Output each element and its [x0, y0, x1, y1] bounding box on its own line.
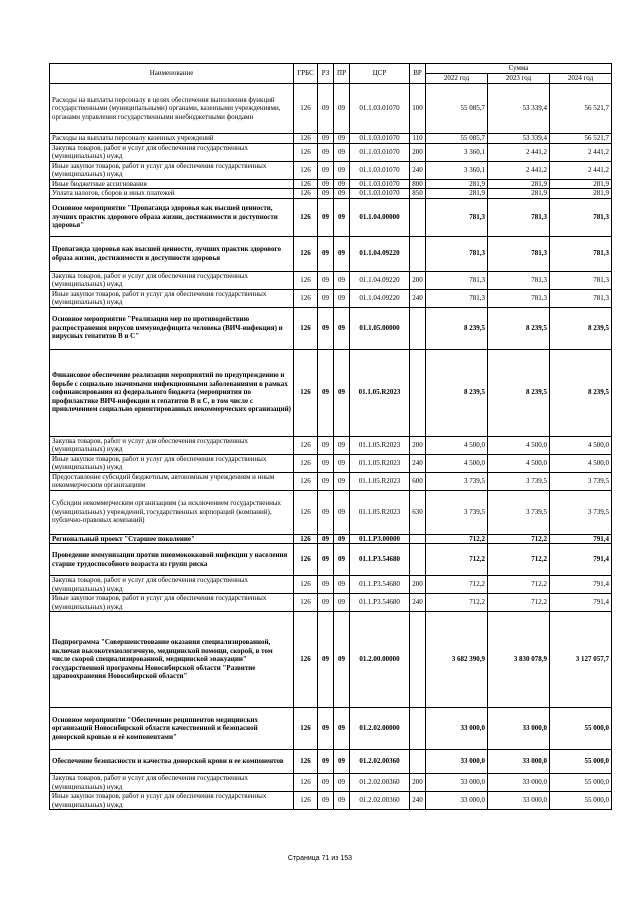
row-name: Уплата налогов, сборов и иных платежей — [50, 189, 294, 199]
row-csr: 01.1.05.R2023 — [350, 436, 410, 454]
row-amount-2022: 3 739,5 — [426, 472, 488, 490]
row-amount-2023: 281,9 — [488, 189, 550, 199]
table-row — [50, 161, 612, 179]
table-row — [50, 271, 612, 289]
row-name: Основное мероприятие "Обеспечение реципиентов медицинских организаций Новосибирской области качественной и безопасной донорской кровью и её компонентами" — [50, 708, 294, 750]
row-name: Субсидии некоммерческим организациям (за исключением государственных (муниципальных) учреждений, государственных корпораций (компаний), публично-правовых компаний) — [50, 490, 294, 534]
row-amount-2022: 3 360,1 — [426, 143, 488, 161]
row-name: Закупка товаров, работ и услуг для обеспечения государственных (муниципальных) нужд — [50, 436, 294, 454]
row-vr: 850 — [410, 189, 426, 199]
row-csr: 01.1.03.01070 — [350, 84, 410, 134]
row-amount-2022: 55 085,7 — [426, 134, 488, 144]
row-name: Предоставление субсидий бюджетным, автономным учреждениям и иным некоммерческим организациям — [50, 472, 294, 490]
row-csr: 01.1.P3.54680 — [350, 594, 410, 612]
row-amount-2023: 712,2 — [488, 534, 550, 544]
row-rz: 09 — [318, 792, 334, 810]
table-row — [50, 750, 612, 774]
row-name: Основное мероприятие "Реализация мер по противодействию распространения вирусов иммунодефицита человека (ВИЧ-инфекция) и вирусных гепатитов В и С" — [50, 307, 294, 349]
table-row — [50, 534, 612, 544]
header-year-2022: 2022 год — [426, 74, 488, 84]
row-csr: 01.1.04.00000 — [350, 198, 410, 236]
row-amount-2024: 4 500,0 — [550, 436, 612, 454]
row-rz: 09 — [318, 307, 334, 349]
row-csr: 01.1.05.R2023 — [350, 349, 410, 436]
row-amount-2024: 281,9 — [550, 189, 612, 199]
row-grbs: 126 — [294, 612, 318, 708]
row-csr: 01.1.P3.00000 — [350, 534, 410, 544]
row-amount-2024: 55 000,0 — [550, 774, 612, 792]
row-vr: 200 — [410, 576, 426, 594]
row-amount-2023: 712,2 — [488, 576, 550, 594]
table-row — [50, 189, 612, 199]
row-pr: 09 — [334, 544, 350, 576]
row-vr: 200 — [410, 774, 426, 792]
row-amount-2023: 712,2 — [488, 544, 550, 576]
row-rz: 09 — [318, 143, 334, 161]
row-pr: 09 — [334, 472, 350, 490]
table-row — [50, 179, 612, 189]
table-row — [50, 792, 612, 810]
row-amount-2024: 781,3 — [550, 271, 612, 289]
row-csr: 01.1.03.01070 — [350, 179, 410, 189]
row-amount-2022: 8 239,5 — [426, 349, 488, 436]
row-rz: 09 — [318, 594, 334, 612]
row-name: Иные закупки товаров, работ и услуг для обеспечения государственных (муниципальных) нужд — [50, 289, 294, 307]
row-csr: 01.1.04.09220 — [350, 271, 410, 289]
row-grbs: 126 — [294, 544, 318, 576]
row-amount-2023: 4 500,0 — [488, 436, 550, 454]
header-csr: ЦСР — [350, 64, 410, 84]
row-amount-2024: 56 521,7 — [550, 134, 612, 144]
row-vr — [410, 349, 426, 436]
row-name: Расходы на выплаты персоналу в целях обеспечения выполнения функций государственными (муниципальными) органами, казенными учреждениями, органами управления государственными внебюджетными фондами — [50, 84, 294, 134]
row-name: Иные бюджетные ассигнования — [50, 179, 294, 189]
row-amount-2023: 4 500,0 — [488, 454, 550, 472]
row-pr: 09 — [334, 349, 350, 436]
row-name: Основное мероприятие "Пропаганда здоровья как высшей ценности, лучших практик здорового образа жизни, достижимости и доступности здоровья" — [50, 198, 294, 236]
row-amount-2023: 781,3 — [488, 198, 550, 236]
row-rz: 09 — [318, 576, 334, 594]
row-pr: 09 — [334, 454, 350, 472]
table-row — [50, 84, 612, 134]
row-csr: 01.1.P3.54680 — [350, 544, 410, 576]
header-year-2023: 2023 год — [488, 74, 550, 84]
row-amount-2022: 4 500,0 — [426, 454, 488, 472]
row-name: Расходы на выплаты персоналу казенных учреждений — [50, 134, 294, 144]
row-grbs: 126 — [294, 179, 318, 189]
table-row — [50, 436, 612, 454]
row-amount-2022: 8 239,5 — [426, 307, 488, 349]
row-pr: 09 — [334, 236, 350, 271]
row-amount-2022: 3 739,5 — [426, 490, 488, 534]
row-vr: 240 — [410, 289, 426, 307]
row-pr: 09 — [334, 143, 350, 161]
row-amount-2024: 3 739,5 — [550, 490, 612, 534]
row-amount-2022: 33 000,0 — [426, 708, 488, 750]
table-row — [50, 708, 612, 750]
row-grbs: 126 — [294, 490, 318, 534]
table-body — [50, 84, 612, 810]
row-amount-2022: 781,3 — [426, 198, 488, 236]
row-amount-2024: 2 441,2 — [550, 161, 612, 179]
row-vr — [410, 307, 426, 349]
row-amount-2024: 3 739,5 — [550, 472, 612, 490]
row-grbs: 126 — [294, 236, 318, 271]
row-vr: 100 — [410, 84, 426, 134]
row-rz: 09 — [318, 134, 334, 144]
row-amount-2023: 33 000,0 — [488, 792, 550, 810]
row-amount-2023: 781,3 — [488, 289, 550, 307]
row-name: Иные закупки товаров, работ и услуг для обеспечения государственных (муниципальных) нужд — [50, 454, 294, 472]
row-pr: 09 — [334, 490, 350, 534]
row-rz: 09 — [318, 454, 334, 472]
row-vr: 200 — [410, 271, 426, 289]
row-rz: 09 — [318, 534, 334, 544]
row-amount-2023: 33 000,0 — [488, 774, 550, 792]
row-grbs: 126 — [294, 84, 318, 134]
row-csr: 01.1.03.01070 — [350, 134, 410, 144]
row-grbs: 126 — [294, 454, 318, 472]
row-pr: 09 — [334, 708, 350, 750]
row-grbs: 126 — [294, 750, 318, 774]
row-name: Проведение иммунизации против пневмококковой инфекции у населения старше трудоспособного возраста из групп риска — [50, 544, 294, 576]
row-vr: 800 — [410, 179, 426, 189]
row-name: Региональный проект "Старшее поколение" — [50, 534, 294, 544]
table-row — [50, 774, 612, 792]
row-rz: 09 — [318, 179, 334, 189]
row-amount-2023: 281,9 — [488, 179, 550, 189]
row-pr: 09 — [334, 271, 350, 289]
row-amount-2024: 781,3 — [550, 289, 612, 307]
row-amount-2024: 56 521,7 — [550, 84, 612, 134]
row-amount-2023: 712,2 — [488, 594, 550, 612]
row-pr: 09 — [334, 189, 350, 199]
row-csr: 01.1.05.R2023 — [350, 472, 410, 490]
row-rz: 09 — [318, 612, 334, 708]
row-amount-2024: 3 127 057,7 — [550, 612, 612, 708]
row-vr: 630 — [410, 490, 426, 534]
row-amount-2023: 3 739,5 — [488, 490, 550, 534]
row-name: Закупка товаров, работ и услуг для обеспечения государственных (муниципальных) нужд — [50, 143, 294, 161]
row-amount-2022: 712,2 — [426, 544, 488, 576]
header-vr: ВР — [410, 64, 426, 84]
row-rz: 09 — [318, 189, 334, 199]
row-amount-2022: 712,2 — [426, 594, 488, 612]
row-grbs: 126 — [294, 436, 318, 454]
row-rz: 09 — [318, 708, 334, 750]
row-grbs: 126 — [294, 161, 318, 179]
row-pr: 09 — [334, 576, 350, 594]
row-rz: 09 — [318, 436, 334, 454]
table-row — [50, 576, 612, 594]
row-name: Обеспечение безопасности и качества донорской крови и ее компонентов — [50, 750, 294, 774]
row-rz: 09 — [318, 289, 334, 307]
row-grbs: 126 — [294, 271, 318, 289]
row-amount-2024: 791,4 — [550, 544, 612, 576]
row-csr: 01.2.02.00360 — [350, 774, 410, 792]
row-amount-2024: 55 000,0 — [550, 750, 612, 774]
row-vr — [410, 708, 426, 750]
page-number: Страница 71 из 153 — [287, 855, 353, 862]
row-rz: 09 — [318, 271, 334, 289]
row-csr: 01.2.02.00360 — [350, 792, 410, 810]
row-grbs: 126 — [294, 792, 318, 810]
row-rz: 09 — [318, 472, 334, 490]
header-sum: Сумма — [426, 64, 612, 74]
row-pr: 09 — [334, 750, 350, 774]
row-csr: 01.1.04.09220 — [350, 236, 410, 271]
row-name: Иные закупки товаров, работ и услуг для обеспечения государственных (муниципальных) нужд — [50, 792, 294, 810]
row-pr: 09 — [334, 161, 350, 179]
row-amount-2022: 3 360,1 — [426, 161, 488, 179]
row-grbs: 126 — [294, 143, 318, 161]
table-row — [50, 490, 612, 534]
row-name: Пропаганда здоровья как высшей ценности, лучших практик здорового образа жизни, достижимости и доступности здоровья — [50, 236, 294, 271]
row-name: Закупка товаров, работ и услуг для обеспечения государственных (муниципальных) нужд — [50, 774, 294, 792]
row-grbs: 126 — [294, 198, 318, 236]
row-rz: 09 — [318, 198, 334, 236]
row-amount-2022: 781,3 — [426, 236, 488, 271]
row-amount-2023: 33 000,0 — [488, 750, 550, 774]
header-name: Наименование — [50, 64, 294, 84]
row-amount-2024: 4 500,0 — [550, 454, 612, 472]
row-amount-2022: 781,3 — [426, 271, 488, 289]
row-amount-2024: 8 239,5 — [550, 349, 612, 436]
row-pr: 09 — [334, 436, 350, 454]
row-vr: 240 — [410, 161, 426, 179]
row-amount-2023: 3 830 078,9 — [488, 612, 550, 708]
header-grbs: ГРБС — [294, 64, 318, 84]
table-row — [50, 612, 612, 708]
row-amount-2024: 791,4 — [550, 576, 612, 594]
row-amount-2024: 2 441,2 — [550, 143, 612, 161]
row-pr: 09 — [334, 289, 350, 307]
row-amount-2022: 55 085,7 — [426, 84, 488, 134]
row-csr: 01.1.05.00000 — [350, 307, 410, 349]
row-grbs: 126 — [294, 708, 318, 750]
header-rz: РЗ — [318, 64, 334, 84]
row-rz: 09 — [318, 750, 334, 774]
row-vr — [410, 534, 426, 544]
row-csr: 01.1.03.01070 — [350, 143, 410, 161]
row-amount-2024: 8 239,5 — [550, 307, 612, 349]
row-amount-2023: 8 239,5 — [488, 349, 550, 436]
row-grbs: 126 — [294, 472, 318, 490]
row-grbs: 126 — [294, 307, 318, 349]
row-rz: 09 — [318, 544, 334, 576]
row-vr — [410, 198, 426, 236]
row-csr: 01.1.05.R2023 — [350, 454, 410, 472]
row-amount-2023: 33 000,0 — [488, 708, 550, 750]
row-vr: 240 — [410, 454, 426, 472]
row-amount-2022: 281,9 — [426, 179, 488, 189]
row-amount-2024: 781,3 — [550, 198, 612, 236]
row-vr — [410, 612, 426, 708]
table-row — [50, 143, 612, 161]
row-name: Финансовое обеспечение реализации мероприятий по предупреждению и борьбе с социально значимыми инфекционными заболеваниями в рамках софинансирования из федерального бюджета (мероприятия по профилактике ВИЧ-инфекции и гепатитов В и С, в том числе с привлечением социально ориентированных некоммерческих организаций) — [50, 349, 294, 436]
row-amount-2022: 33 000,0 — [426, 774, 488, 792]
row-pr: 09 — [334, 774, 350, 792]
row-pr: 09 — [334, 534, 350, 544]
table-row — [50, 454, 612, 472]
row-pr: 09 — [334, 198, 350, 236]
table-row — [50, 198, 612, 236]
row-amount-2023: 781,3 — [488, 271, 550, 289]
row-amount-2022: 712,2 — [426, 534, 488, 544]
row-name: Закупка товаров, работ и услуг для обеспечения государственных (муниципальных) нужд — [50, 576, 294, 594]
row-rz: 09 — [318, 161, 334, 179]
row-amount-2024: 55 000,0 — [550, 792, 612, 810]
row-grbs: 126 — [294, 134, 318, 144]
row-pr: 09 — [334, 84, 350, 134]
row-amount-2022: 3 682 390,9 — [426, 612, 488, 708]
table-row — [50, 289, 612, 307]
row-grbs: 126 — [294, 349, 318, 436]
row-rz: 09 — [318, 84, 334, 134]
row-amount-2024: 55 000,0 — [550, 708, 612, 750]
row-vr: 600 — [410, 472, 426, 490]
row-amount-2022: 33 000,0 — [426, 750, 488, 774]
row-csr: 01.2.02.00000 — [350, 708, 410, 750]
row-pr: 09 — [334, 612, 350, 708]
table-row — [50, 236, 612, 271]
row-name: Подпрограмма "Совершенствование оказания специализированной, включая высокотехнологичную, медицинской помощи, скорой, в том числе скорой специализированной, медицинской эвакуации" государственной программы Новосибирской области "Развитие здравоохранения Новосибирской области" — [50, 612, 294, 708]
row-grbs: 126 — [294, 594, 318, 612]
row-amount-2024: 281,9 — [550, 179, 612, 189]
row-grbs: 126 — [294, 534, 318, 544]
table-row — [50, 472, 612, 490]
table-row — [50, 134, 612, 144]
row-vr: 200 — [410, 436, 426, 454]
row-rz: 09 — [318, 774, 334, 792]
row-pr: 09 — [334, 179, 350, 189]
row-grbs: 126 — [294, 289, 318, 307]
row-pr: 09 — [334, 134, 350, 144]
table-row — [50, 349, 612, 436]
row-amount-2022: 712,2 — [426, 576, 488, 594]
row-amount-2022: 4 500,0 — [426, 436, 488, 454]
row-vr: 240 — [410, 792, 426, 810]
row-rz: 09 — [318, 490, 334, 534]
row-pr: 09 — [334, 594, 350, 612]
row-csr: 01.1.03.01070 — [350, 161, 410, 179]
row-name: Иные закупки товаров, работ и услуг для обеспечения государственных (муниципальных) нужд — [50, 594, 294, 612]
row-csr: 01.1.04.09220 — [350, 289, 410, 307]
row-amount-2023: 53 339,4 — [488, 134, 550, 144]
header-pr: ПР — [334, 64, 350, 84]
row-amount-2024: 791,4 — [550, 534, 612, 544]
budget-table — [49, 63, 612, 810]
row-amount-2024: 791,4 — [550, 594, 612, 612]
row-name: Иные закупки товаров, работ и услуг для обеспечения государственных (муниципальных) нужд — [50, 161, 294, 179]
row-amount-2023: 8 239,5 — [488, 307, 550, 349]
row-vr: 110 — [410, 134, 426, 144]
row-pr: 09 — [334, 792, 350, 810]
row-grbs: 126 — [294, 576, 318, 594]
header-year-2024: 2024 год — [550, 74, 612, 84]
row-amount-2023: 781,3 — [488, 236, 550, 271]
row-amount-2023: 2 441,2 — [488, 143, 550, 161]
row-csr: 01.1.P3.54680 — [350, 576, 410, 594]
row-grbs: 126 — [294, 189, 318, 199]
row-vr: 240 — [410, 594, 426, 612]
row-csr: 01.1.03.01070 — [350, 189, 410, 199]
row-vr: 200 — [410, 143, 426, 161]
row-csr: 01.1.05.R2023 — [350, 490, 410, 534]
row-vr — [410, 236, 426, 271]
row-name: Закупка товаров, работ и услуг для обеспечения государственных (муниципальных) нужд — [50, 271, 294, 289]
row-amount-2023: 3 739,5 — [488, 472, 550, 490]
row-pr: 09 — [334, 307, 350, 349]
table-row — [50, 307, 612, 349]
row-amount-2022: 33 000,0 — [426, 792, 488, 810]
row-vr — [410, 750, 426, 774]
table-row — [50, 544, 612, 576]
row-amount-2024: 781,3 — [550, 236, 612, 271]
row-vr — [410, 544, 426, 576]
row-rz: 09 — [318, 349, 334, 436]
row-grbs: 126 — [294, 774, 318, 792]
row-csr: 01.2.00.00000 — [350, 612, 410, 708]
row-rz: 09 — [318, 236, 334, 271]
table-row — [50, 594, 612, 612]
row-amount-2023: 2 441,2 — [488, 161, 550, 179]
row-amount-2022: 781,3 — [426, 289, 488, 307]
row-csr: 01.2.02.00360 — [350, 750, 410, 774]
row-amount-2022: 281,9 — [426, 189, 488, 199]
row-amount-2023: 53 339,4 — [488, 84, 550, 134]
